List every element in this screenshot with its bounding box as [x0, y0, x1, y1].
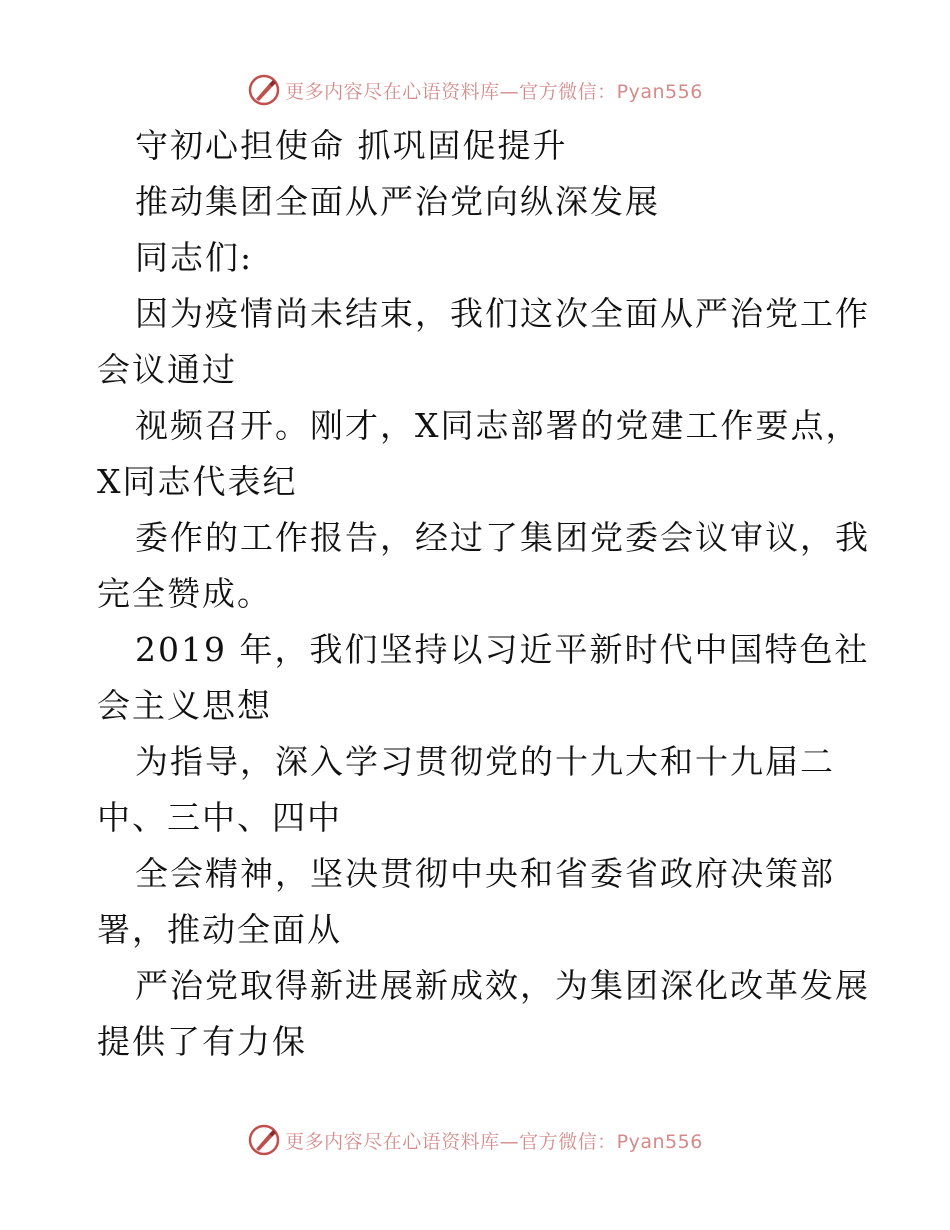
pen-logo-icon [247, 73, 281, 107]
paragraph-line: 提供了有力保 [97, 1022, 307, 1061]
paragraph-line: X同志代表纪 [97, 462, 298, 501]
paragraph-line: 严治党取得新进展新成效，为集团深化改革发展 [135, 966, 870, 1005]
paragraph-line: 会主义思想 [97, 686, 272, 725]
watermark-text: 更多内容尽在心语资料库—官方微信：Pyan556 [285, 80, 703, 103]
doc-title: 守初心担使命 抓巩固促提升 [135, 126, 568, 165]
document-body [97, 118, 870, 1070]
pen-logo-icon [247, 1123, 281, 1157]
paragraph-line: 2019 年，我们坚持以习近平新时代中国特色社 [135, 630, 870, 669]
paragraph-line: 完全赞成。 [97, 574, 272, 613]
doc-subtitle: 推动集团全面从严治党向纵深发展 [135, 182, 660, 221]
paragraph-line: 全会精神，坚决贯彻中央和省委省政府决策部 [135, 854, 835, 893]
salutation: 同志们: [135, 238, 254, 277]
footer-watermark [0, 1120, 950, 1160]
paragraph-line: 视频召开。刚才，X同志部署的党建工作要点， [135, 406, 861, 445]
watermark-text: 更多内容尽在心语资料库—官方微信：Pyan556 [285, 1130, 703, 1153]
header-watermark [0, 70, 950, 110]
paragraph-line: 委作的工作报告，经过了集团党委会议审议，我 [135, 518, 870, 557]
paragraph-line: 会议通过 [97, 350, 237, 389]
paragraph-line: 因为疫情尚未结束，我们这次全面从严治党工作 [135, 294, 870, 333]
paragraph-line: 署，推动全面从 [97, 910, 342, 949]
paragraph-line: 中、三中、四中 [97, 798, 342, 837]
paragraph-line: 为指导，深入学习贯彻党的十九大和十九届二 [135, 742, 835, 781]
